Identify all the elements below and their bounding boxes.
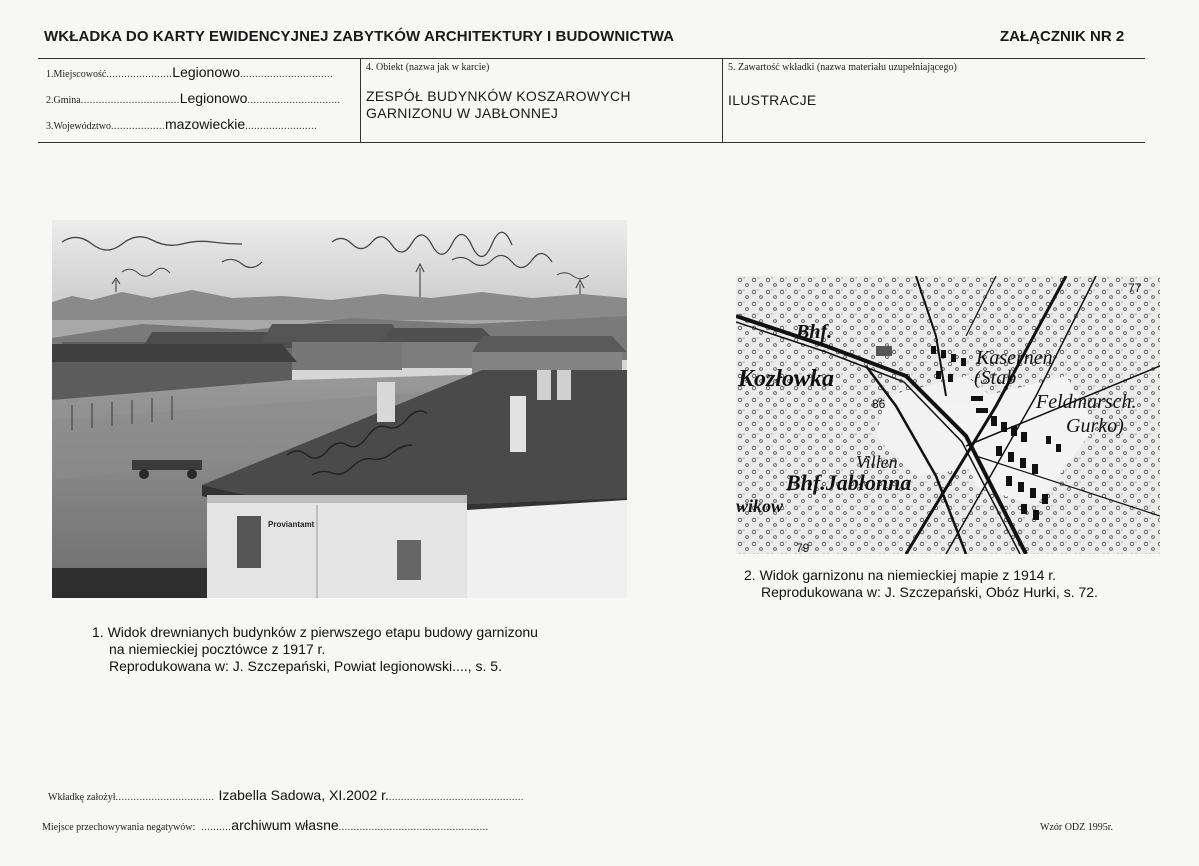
caption-2: [744, 567, 1098, 601]
map-label-wikow: wikow: [736, 496, 784, 516]
postcard-photo: [52, 220, 627, 598]
storage-row: [42, 817, 489, 835]
dot-leader: ...............................: [247, 95, 341, 106]
map-label-kasernen: Kasernen: [976, 347, 1053, 369]
caption-1-line2: na niemieckiej pocztówce z 1917 r.: [109, 641, 326, 657]
caption-1-line3: Reprodukowana w: J. Szczepański, Powiat legionowski...., s. 5.: [109, 658, 502, 674]
map-label-feldmarsch: Feldmarsch.: [1036, 391, 1137, 413]
table-bottom-border: [38, 142, 1145, 143]
author-label: Wkładkę założył: [48, 792, 116, 803]
storage-value: archiwum własne: [231, 817, 339, 833]
locality-label: 1.Miejscowość: [46, 69, 107, 80]
proviantamt-sign: Proviantamt: [268, 520, 315, 529]
map-label-bhf-jablonna: Bhf.Jabłonna: [786, 470, 912, 495]
map-label-stab: (Stab: [974, 367, 1017, 389]
map-label-kozlowka: Kozłowka: [738, 366, 835, 392]
map-label-bhf: Bhf.: [796, 321, 833, 343]
object-label: 4. Obiekt (nazwa jak w karcie): [366, 62, 490, 73]
table-divider-1: [360, 58, 361, 142]
form-reference: Wzór ODZ 1995r.: [1040, 822, 1114, 833]
object-value-line2: GARNIZONU W JABŁONNEJ: [366, 105, 559, 121]
author-row: [48, 787, 524, 805]
annex-number: ZAŁĄCZNIK NR 2: [1000, 28, 1125, 45]
table-divider-2: [722, 58, 723, 142]
map-label-gurko: Gurko): [1066, 415, 1124, 437]
voivodeship-label: 3.Województwo: [46, 121, 112, 132]
locality-row: [46, 64, 333, 82]
author-value: Izabella Sadowa, XI.2002 r.: [218, 787, 389, 803]
table-top-border: [38, 58, 1145, 59]
dot-leader: ...............................: [240, 69, 334, 80]
map-illustration: [736, 276, 1160, 554]
content-label: 5. Zawartość wkładki (nazwa materiału uzupełniającego): [728, 62, 957, 73]
form-title: WKŁADKA DO KARTY EWIDENCYJNEJ ZABYTKÓW ARCHITEKTURY I BUDOWNICTWA: [44, 28, 675, 45]
dot-leader: ..................: [111, 121, 166, 132]
caption-1-line1: 1. Widok drewnianych budynków z pierwszego etapu budowy garnizonu: [92, 624, 538, 640]
map-label-79: 79: [796, 541, 810, 554]
dot-leader: ..................................................: [338, 822, 489, 833]
dot-leader: ..........: [201, 822, 232, 833]
voivodeship-value: mazowieckie: [165, 116, 246, 132]
historic-map: [736, 276, 1160, 554]
dot-leader: ......................: [106, 69, 173, 80]
commune-label: 2.Gmina: [46, 95, 81, 106]
commune-row: [46, 90, 340, 108]
map-label-77: 77: [1128, 281, 1142, 295]
voivodeship-row: [46, 116, 317, 134]
locality-value: Legionowo: [172, 64, 241, 80]
storage-label: Miejsce przechowywania negatywów:: [42, 822, 196, 833]
caption-2-line2: Reprodukowana w: J. Szczepański, Obóz Hurki, s. 72.: [761, 584, 1098, 600]
dot-leader: .................................: [115, 792, 215, 803]
map-label-86: 86: [872, 397, 886, 411]
dot-leader: .................................: [80, 95, 180, 106]
dot-leader: .............................................: [388, 792, 524, 803]
content-value: ILUSTRACJE: [728, 92, 817, 108]
caption-2-line1: 2. Widok garnizonu na niemieckiej mapie z 1914 r.: [744, 567, 1057, 583]
object-value-line1: ZESPÓŁ BUDYNKÓW KOSZAROWYCH: [366, 88, 631, 104]
object-value: [366, 88, 631, 122]
dot-leader: ........................: [245, 121, 318, 132]
commune-value: Legionowo: [179, 90, 248, 106]
postcard-illustration: [52, 220, 627, 598]
caption-1: [92, 624, 538, 675]
map-label-villen: Villen: [856, 452, 898, 472]
